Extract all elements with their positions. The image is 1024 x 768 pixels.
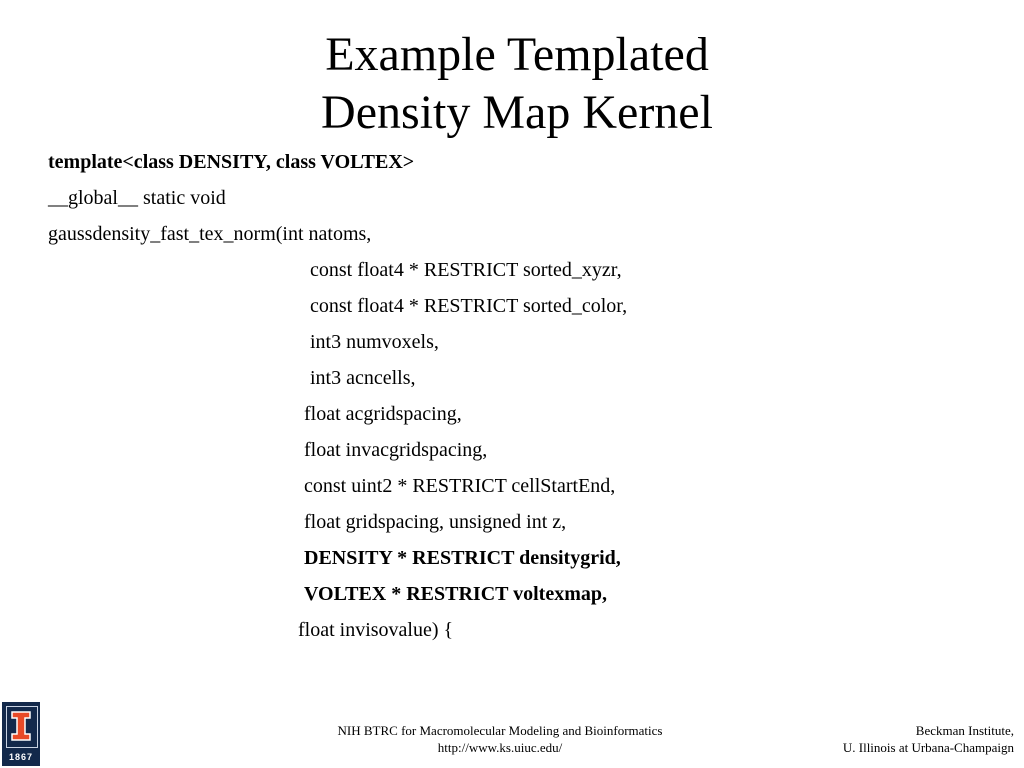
code-line-param-bold: VOLTEX * RESTRICT voltexmap,: [304, 583, 607, 605]
code-line-param-bold: DENSITY * RESTRICT densitygrid,: [304, 547, 621, 569]
code-line-param: int3 acncells,: [310, 367, 416, 389]
footer-center: [300, 722, 700, 756]
code-line-param: const uint2 * RESTRICT cellStartEnd,: [304, 475, 616, 497]
logo-year: 1867: [8, 752, 34, 762]
code-line-param: int3 numvoxels,: [310, 331, 439, 353]
slide-title: [0, 26, 1024, 142]
footer-center-line-2: http://www.ks.uiuc.edu/: [437, 740, 563, 755]
code-line-function: gaussdensity_fast_tex_norm(int natoms,: [48, 223, 372, 245]
footer-right: [843, 722, 1014, 756]
footer-right-line-1: Beckman Institute,: [915, 723, 1014, 738]
code-line-param: float gridspacing, unsigned int z,: [304, 511, 567, 533]
code-line-param: const float4 * RESTRICT sorted_xyzr,: [310, 259, 622, 281]
code-line-param: const float4 * RESTRICT sorted_color,: [310, 295, 628, 317]
code-line-param: float acgridspacing,: [304, 403, 462, 425]
code-line-template: template<class DENSITY, class VOLTEX>: [48, 151, 415, 173]
slide-title-line-1: Example Templated: [325, 28, 709, 81]
code-line-global: __global__ static void: [48, 187, 226, 209]
slide-title-line-2: Density Map Kernel: [321, 86, 713, 139]
university-logo: [2, 702, 40, 766]
code-line-param: float invacgridspacing,: [304, 439, 488, 461]
footer-center-line-1: NIH BTRC for Macromolecular Modeling and Bioinformatics: [337, 723, 663, 738]
footer-right-line-2: U. Illinois at Urbana-Champaign: [842, 740, 1014, 755]
code-line-param-last: float invisovalue) {: [298, 619, 454, 641]
university-of-illinois-block-i-icon: [2, 702, 40, 752]
